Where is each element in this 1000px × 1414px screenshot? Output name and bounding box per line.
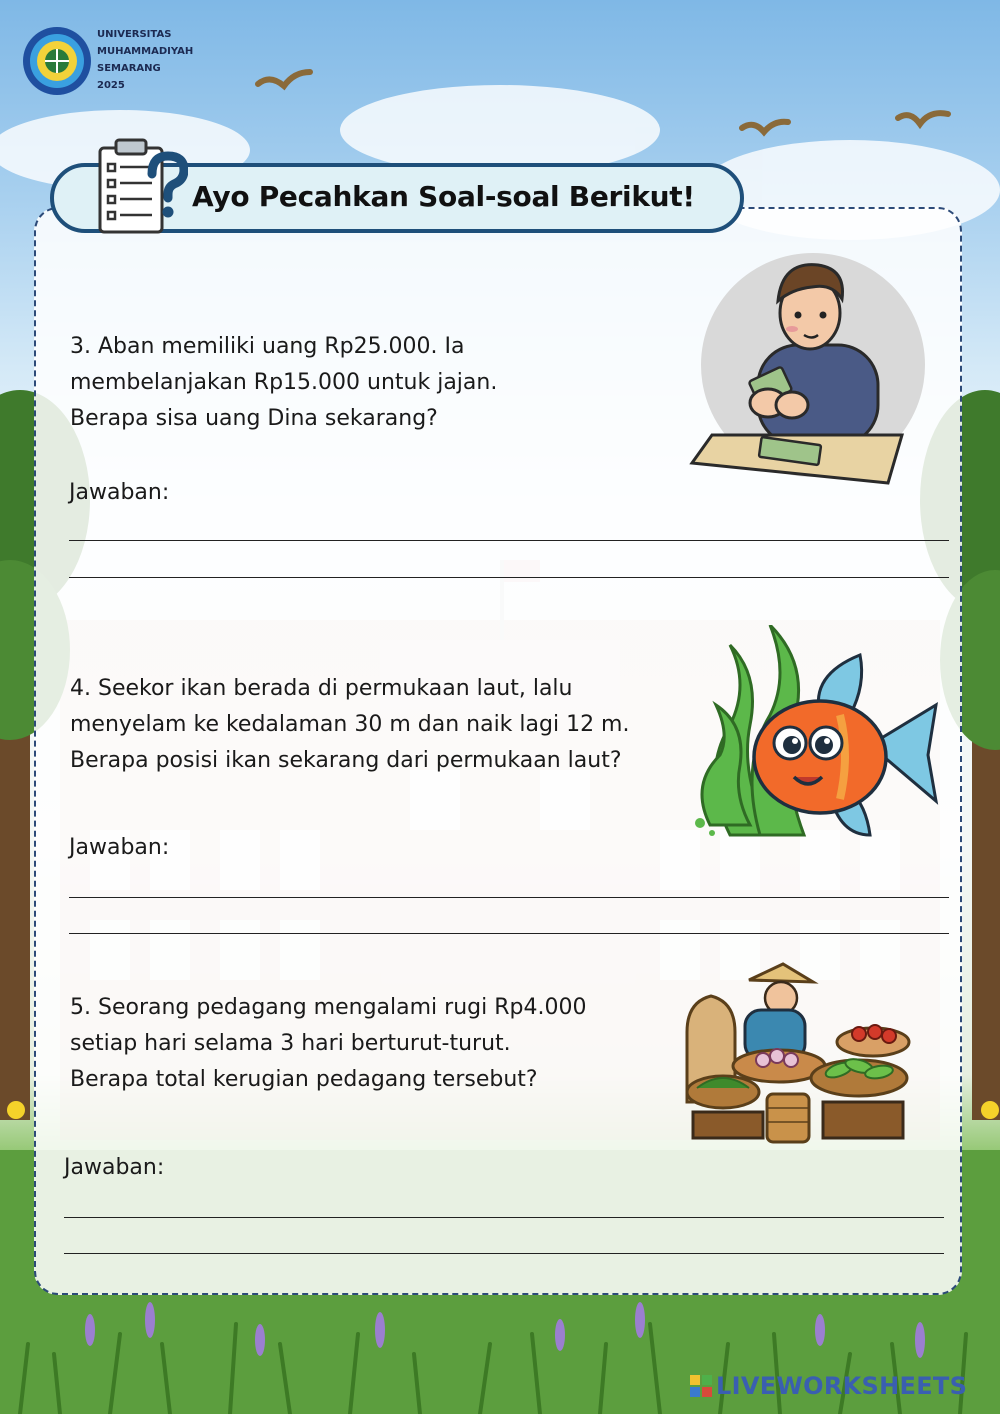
answer-line[interactable] [69,540,949,541]
university-seal-icon [22,26,92,96]
answer-line[interactable] [69,577,949,578]
answer-line[interactable] [69,897,949,898]
vegetable-vendor-icon [683,962,913,1152]
fish-seaweed-icon [690,625,942,850]
question-4 [70,671,630,779]
answer-line[interactable] [64,1217,944,1218]
clipboard-question-icon [96,136,188,236]
question-text: Berapa posisi ikan sekarang dari permukaan laut? [70,748,622,773]
answer-label: Jawaban: [69,480,170,505]
university-line: SEMARANG [97,63,161,74]
university-name [97,26,193,94]
liveworksheets-brand[interactable] [690,1372,967,1400]
question-text: 4. Seekor ikan berada di permukaan laut, lalu [70,676,573,701]
man-counting-money-icon [688,245,928,490]
question-text: 5. Seorang pedagang mengalami rugi Rp4.000 [70,995,587,1020]
university-line: UNIVERSITAS [97,29,172,40]
liveworksheets-logo-icon [690,1375,712,1397]
question-text: Berapa sisa uang Dina sekarang? [70,406,438,431]
university-line: MUHAMMADIYAH [97,46,194,57]
answer-line[interactable] [69,933,949,934]
answer-label: Jawaban: [64,1155,165,1180]
university-year: 2025 [97,80,125,91]
question-text: membelanjakan Rp15.000 untuk jajan. [70,370,498,395]
answer-label: Jawaban: [69,835,170,860]
question-3 [70,329,497,437]
question-text: 3. Aban memiliki uang Rp25.000. Ia [70,334,465,359]
question-text: Berapa total kerugian pedagang tersebut? [70,1067,538,1092]
question-text: setiap hari selama 3 hari berturut-turut. [70,1031,511,1056]
question-text: menyelam ke kedalaman 30 m dan naik lagi 12 m. [70,712,630,737]
brand-text: LIVEWORKSHEETS [716,1372,968,1400]
page-title: Ayo Pecahkan Soal-soal Berikut! [192,180,695,213]
answer-line[interactable] [64,1253,944,1254]
question-5 [70,990,586,1098]
